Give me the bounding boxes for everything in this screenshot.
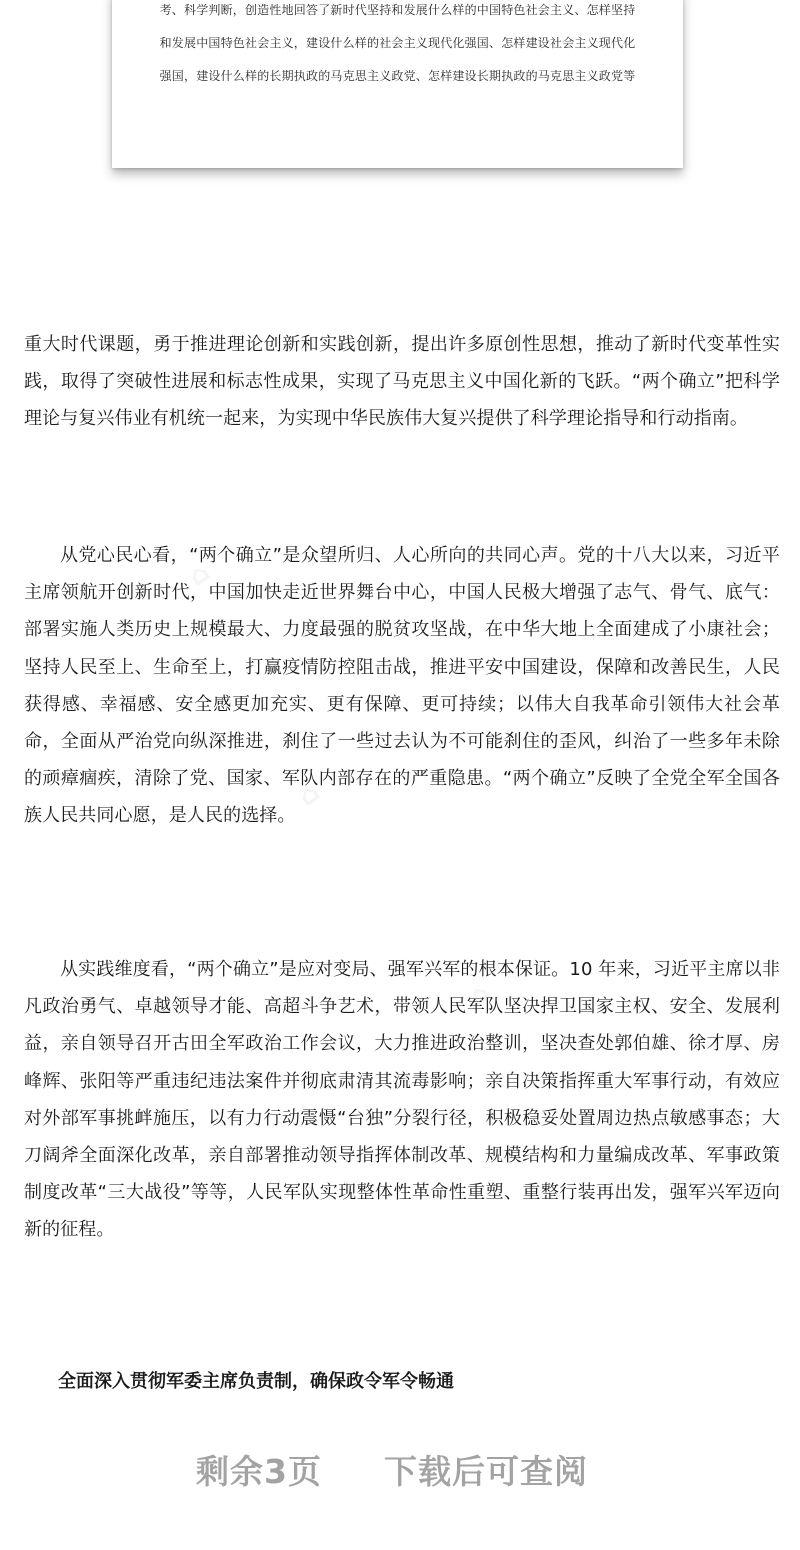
document-preview-card <box>112 0 683 168</box>
preview-line-1: 考、科学判断，创造性地回答了新时代坚持和发展什么样的中国特色社会主义、怎样坚持 <box>159 3 636 17</box>
read-more-bar[interactable] <box>0 1446 800 1496</box>
article-paragraph-1: 重大时代课题，勇于推进理论创新和实践创新，提出许多原创性思想，推动了新时代变革性实践，取得了突破性进展和标志性成果，实现了马克思主义中国化新的飞跃。“两个确立”把科学理论与复兴伟业有机统一起来，为实现中华民族伟大复兴提供了科学理论指导和行动指南。 <box>24 334 780 430</box>
article-paragraph-2: 从党心民心看，“两个确立”是众望所归、人心所向的共同心声。党的十八大以来，习近平主席领航开创新时代，中国加快走近世界舞台中心，中国人民极大增强了志气、骨气、底气：部署实施人类历史上规模最大、力度最强的脱贫攻坚战，在中华大地上全面建成了小康社会；坚持人民至上、生命至上，打赢疫情防控阻击战，推进平安中国建设，保障和改善民生，人民获得感、幸福感、安全感更加充实、更有保障、更可持续；以伟大自我革命引领伟大社会革命，全面从严治党向纵深推进，刹住了一些过去认为不可能刹住的歪风，纠治了一些多年未除的顽瘴痼疾，清除了党、国家、军队内部存在的严重隐患。“两个确立”反映了全党全军全国各族人民共同心愿，是人民的选择。 <box>24 545 780 827</box>
section-heading: 全面深入贯彻军委主席负责制，确保政令军令畅通 <box>58 1371 454 1392</box>
remaining-pages-label[interactable]: 剩余3页 <box>196 1452 322 1491</box>
preview-line-2: 和发展中国特色社会主义，建设什么样的社会主义现代化强国、怎样建设社会主义现代化 <box>159 36 636 50</box>
download-hint-label[interactable]: 下载后可查阅 <box>384 1452 588 1491</box>
article-paragraph-3: 从实践维度看，“两个确立”是应对变局、强军兴军的根本保证。10 年来，习近平主席以非凡政治勇气、卓越领导才能、高超斗争艺术，带领人民军队坚决捍卫国家主权、安全、发展利益，亲自领导召开古田全军政治工作会议，大力推进政治整训，坚决查处郭伯雄、徐才厚、房峰辉、张阳等严重违纪违法案件并彻底肃清其流毒影响；亲自决策指挥重大军事行动，有效应对外部军事挑衅施压，以有力行动震慑“台独”分裂行径，积极稳妥处置周边热点敏感事态；大刀阔斧全面深化改革，亲自部署推动领导指挥体制改革、规模结构和力量编成改革、军事政策制度改革“三大战役”等等，人民军队实现整体性革命性重塑、重整行装再出发，强军兴军迈向新的征程。 <box>24 959 780 1241</box>
preview-line-3: 强国，建设什么样的长期执政的马克思主义政党、怎样建设长期执政的马克思主义政党等 <box>159 69 636 83</box>
